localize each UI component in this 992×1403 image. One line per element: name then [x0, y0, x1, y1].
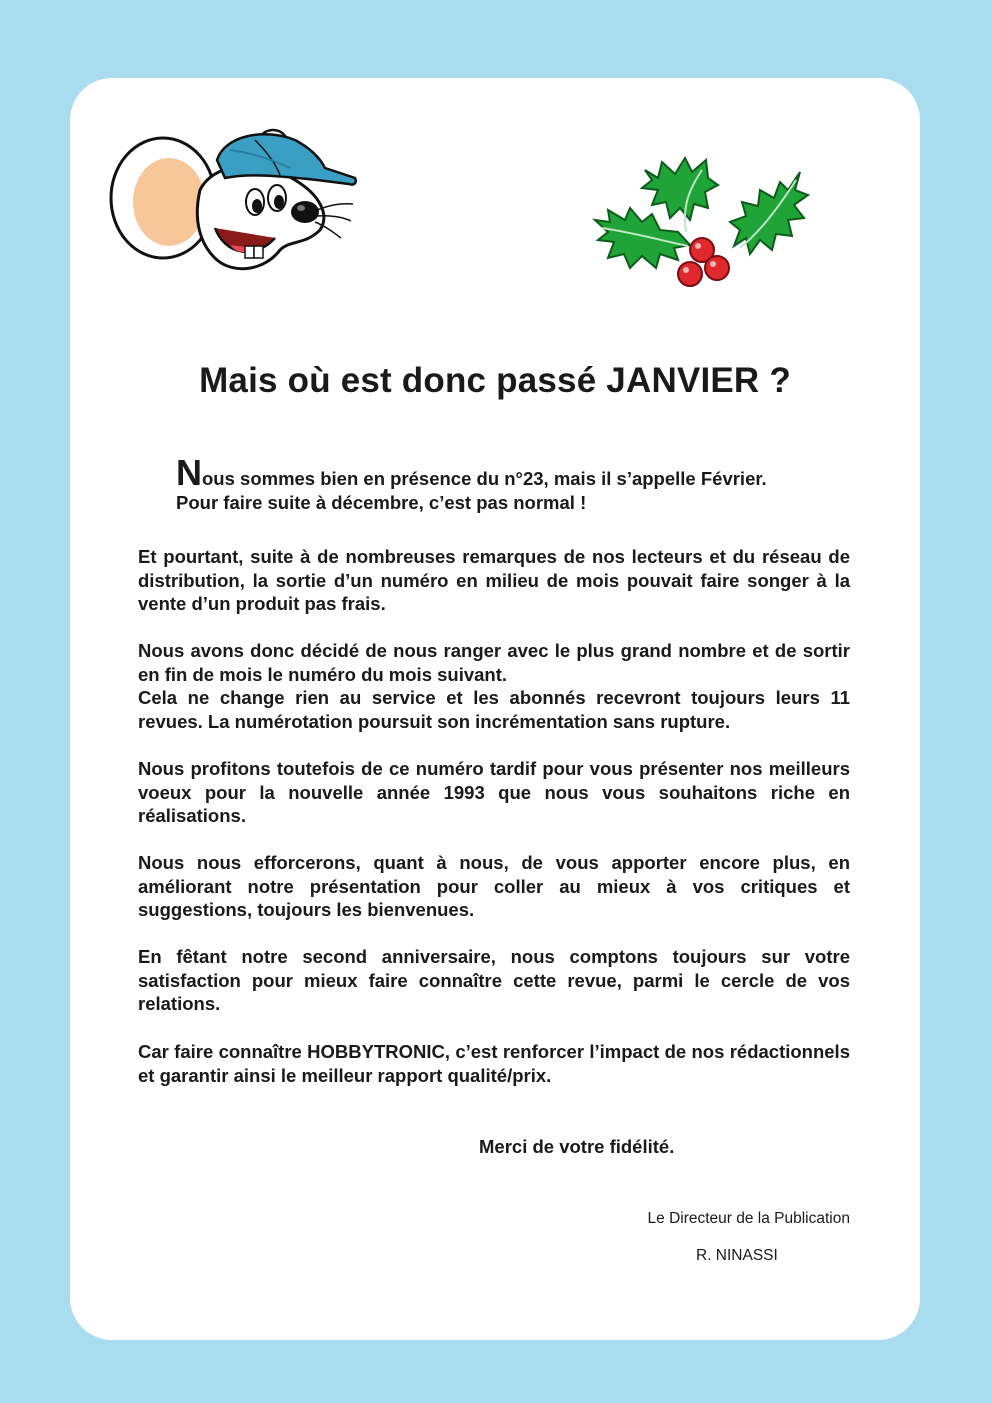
- paragraph-2: [138, 639, 850, 733]
- mouse-mascot-illustration: [105, 120, 360, 285]
- paragraph-2b: Cela ne change rien au service et les abonnés recevront toujours leurs 11 revues. La numérotation poursuit son incrémentation sans rupture.: [138, 687, 850, 732]
- intro-line-2: Pour faire suite à décembre, c’est pas normal !: [176, 491, 587, 513]
- signature-name: R. NINASSI: [696, 1247, 778, 1264]
- page-title: Mais où est donc passé JANVIER ?: [199, 361, 791, 400]
- paragraph-4: Nous nous efforcerons, quant à nous, de vous apporter encore plus, en améliorant notre présentation pour coller au mieux à vos critiques et suggestions, toujours les bienvenues.: [138, 852, 850, 920]
- paragraph-3: Nous profitons toutefois de ce numéro tardif pour vous présenter nos meilleurs voeux pour la nouvelle année 1993 que nous vous souhaitons riche en réalisations.: [138, 758, 850, 826]
- intro-paragraph: [176, 452, 856, 514]
- paragraph-5: En fêtant notre second anniversaire, nous comptons toujours sur votre satisfaction pour mieux faire connaître cette revue, parmi le cercle de vos relations.: [138, 946, 850, 1014]
- signature-role: Le Directeur de la Publication: [647, 1210, 850, 1227]
- holly-illustration: [590, 150, 815, 295]
- closing-thanks: Merci de votre fidélité.: [479, 1136, 675, 1157]
- paragraph-6: Car faire connaître HOBBYTRONIC, c’est renforcer l’impact de nos rédactionnels et garantir ainsi le meilleur rapport qualité/prix.: [138, 1041, 850, 1086]
- paragraph-2a: Nous avons donc décidé de nous ranger avec le plus grand nombre et de sortir en fin de mois le numéro du mois suivant.: [138, 640, 850, 685]
- paragraph-1: Et pourtant, suite à de nombreuses remarques de nos lecteurs et du réseau de distribution, la sortie d’un numéro en milieu de mois pouvait faire songer à la vente d’un produit pas frais.: [138, 546, 850, 614]
- intro-line-1: ous sommes bien en présence du n°23, mais il s’appelle Février.: [202, 468, 767, 489]
- drop-cap: N: [176, 452, 202, 493]
